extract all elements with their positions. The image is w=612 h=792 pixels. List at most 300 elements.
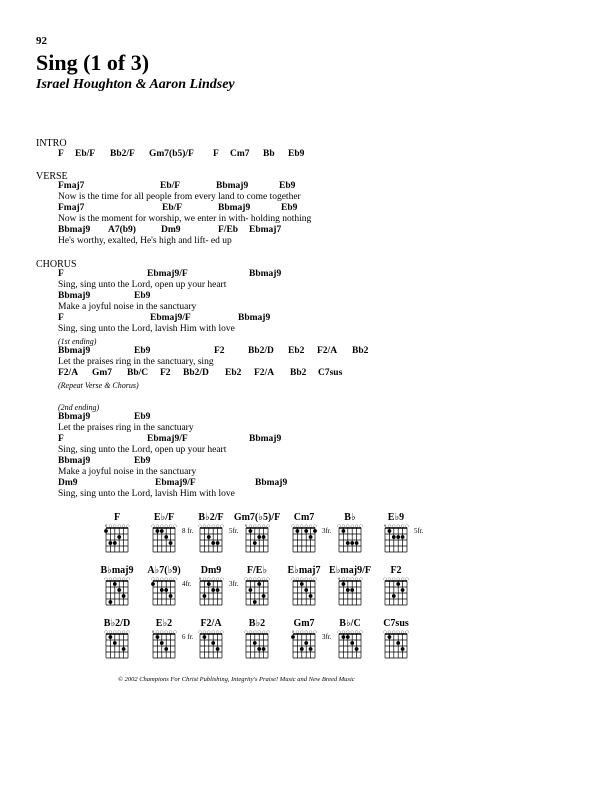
open-string-marker: ○ [211,523,215,528]
open-string-marker: ○ [164,576,168,581]
open-string-marker: ○ [160,523,164,528]
open-string-marker: ○ [202,629,207,634]
finger-dot [401,535,405,539]
lyric-line: Let the praises ring in the sanctuary [58,423,194,433]
open-string-marker: × [244,523,248,528]
open-string-marker: ○ [244,629,248,634]
finger-dot [113,541,117,545]
chord-diagram-name: F2 [390,565,402,576]
copyright-notice: © 2002 Champions For Christ Publishing, Integrity's Praise! Music and New Breed Music [118,676,355,683]
finger-dot [309,647,313,651]
open-string-marker: ○ [126,629,130,634]
finger-dot [160,588,164,592]
section-label-verse: VERSE [36,171,68,182]
open-string-marker: ○ [207,576,211,581]
finger-dot [151,582,155,586]
finger-dot [304,588,308,592]
finger-dot [262,594,266,598]
finger-dot [346,635,350,639]
section-label-chorus: CHORUS [36,259,77,270]
chord: F [58,149,64,159]
open-string-marker: ○ [248,576,253,581]
open-string-marker: ○ [113,576,117,581]
chord: Eb9 [134,412,151,422]
lyric-line: Now is the time for all people from every land to come together [58,192,301,202]
open-string-marker: ○ [220,629,224,634]
open-string-marker: ○ [359,523,363,528]
chord: Dm9 [58,478,78,488]
chord-line [0,225,612,236]
finger-dot [169,594,173,598]
finger-dot [350,588,354,592]
open-string-marker: ○ [337,629,341,634]
open-string-marker: ○ [359,629,363,634]
lyric-line: Make a joyful noise in the sanctuary [58,467,197,477]
chord-diagram-name: B♭2 [248,618,266,629]
fret-label: 6 fr. [182,633,194,641]
lyric-line: Let the praises ring in the sanctuary, sing [58,357,214,367]
lyric-line: Now is the moment for worship, we enter in with- holding nothing [58,214,312,224]
open-string-marker: ○ [341,629,346,634]
chord: Eb2 [225,368,242,378]
chord-grid [287,629,321,663]
open-string-marker: ○ [308,523,313,528]
open-string-marker: ○ [387,576,392,581]
finger-dot [304,641,308,645]
chord: Ebmaj7 [249,225,282,235]
open-string-marker: ○ [350,523,354,528]
open-string-marker: ○ [198,629,202,634]
chord-diagram-name: B♭maj9 [100,565,134,576]
chord-diagram-name: Gm7(♭5)/F [233,512,281,523]
open-string-marker: ○ [121,629,126,634]
chord: C7sus [318,368,343,378]
open-string-marker: ○ [392,576,396,581]
chord: F2/A [254,368,275,378]
lyric-line: He's worthy, exalted, He's high and lift- ed up [58,236,232,246]
open-string-marker: ○ [198,523,202,528]
chord: Bbmaj9 [249,269,282,279]
chord: Eb9 [134,346,151,356]
chord-grid [333,629,367,663]
chord-line [0,434,612,445]
open-string-marker: ○ [346,576,350,581]
open-string-marker: ○ [354,523,359,528]
finger-dot [169,541,173,545]
chord-grid [240,629,274,663]
open-string-marker: ○ [396,629,400,634]
chord: F/Eb [218,225,239,235]
chord: Ebmaj9/F [150,313,191,323]
first-ending-note: (1st ending) [58,337,97,346]
finger-dot [216,588,220,592]
open-string-marker: ○ [313,629,317,634]
chord-line [0,313,612,324]
open-string-marker: ○ [400,576,405,581]
open-string-marker: ○ [253,523,257,528]
finger-dot [300,647,304,651]
open-string-marker: ○ [387,629,392,634]
lyric-line: Sing, sing unto the Lord, open up your heart [58,280,227,290]
finger-dot [211,641,215,645]
chord: Ebmaj9/F [155,478,196,488]
open-string-marker: ○ [383,576,387,581]
chord: Bbmaj9 [58,225,91,235]
chord: F2 [214,346,225,356]
chord-grid [287,576,321,610]
chord: Eb9 [281,203,298,213]
open-string-marker: ○ [108,629,113,634]
chord-diagram [379,512,439,558]
song-title: Sing (1 of 3) [36,50,150,75]
open-string-marker: ○ [155,629,160,634]
finger-dot [309,594,313,598]
open-string-marker: ○ [126,523,130,528]
chord-diagram [379,565,439,611]
finger-dot [249,529,253,533]
finger-dot [313,529,317,533]
chord-grid [240,576,274,610]
open-string-marker: ○ [257,629,261,634]
finger-dot [346,541,350,545]
finger-dot [109,600,113,604]
page-number: 92 [36,35,47,47]
open-string-marker: ○ [117,523,121,528]
open-string-marker: ○ [121,576,126,581]
open-string-marker: ○ [108,523,113,528]
chord-diagram-name: E♭maj7 [287,565,321,576]
chord: Fmaj7 [58,203,85,213]
chord: Bb2 [352,346,369,356]
open-string-marker: ○ [300,629,304,634]
open-string-marker: ○ [300,523,304,528]
chord: Fmaj7 [58,181,85,191]
open-string-marker: ○ [313,576,317,581]
open-string-marker: ○ [341,523,346,528]
finger-dot [262,647,266,651]
chord-grid [333,523,367,557]
finger-dot [392,535,396,539]
open-string-marker: × [198,576,202,581]
chord: Bbmaj9 [238,313,271,323]
open-string-marker: ○ [164,523,168,528]
open-string-marker: ○ [304,629,308,634]
finger-dot [257,535,261,539]
open-string-marker: ○ [304,576,308,581]
open-string-marker: ○ [350,629,354,634]
chord-line [0,203,612,214]
open-string-marker: ○ [383,629,387,634]
chord: Bb2 [290,368,307,378]
chord-line [0,269,612,280]
chord: Bbmaj9 [58,346,91,356]
finger-dot [392,594,396,598]
finger-dot [156,635,160,639]
open-string-marker: ○ [173,629,177,634]
chord: Bb2/D [248,346,274,356]
finger-dot [104,529,108,533]
finger-dot [342,635,346,639]
chord-grid [194,629,228,663]
chord-diagram-name: E♭/F [153,512,175,523]
chord-grid [379,576,413,610]
open-string-marker: ○ [396,576,400,581]
open-string-marker: ○ [215,576,220,581]
chord-diagram-name: F2/A [200,618,222,629]
open-string-marker: ○ [160,629,164,634]
open-string-marker: ○ [220,576,224,581]
open-string-marker: ○ [261,523,266,528]
open-string-marker: ○ [400,523,405,528]
chord: F2/A [58,368,79,378]
chord: Eb9 [134,456,151,466]
open-string-marker: × [383,523,387,528]
fret-label: 3fr. [322,527,332,535]
fret-label: 8 fr. [182,527,194,535]
open-string-marker: ○ [244,576,248,581]
finger-dot [164,535,168,539]
chord: Ebmaj9/F [147,434,188,444]
open-string-marker: ○ [207,629,211,634]
chord-diagram-name: Cm7 [293,512,315,523]
open-string-marker: ○ [295,523,300,528]
chord: Bbmaj9 [58,456,91,466]
chord: Bbmaj9 [58,412,91,422]
chord: Bbmaj9 [58,291,91,301]
open-string-marker: ○ [295,576,300,581]
open-string-marker: ○ [173,523,177,528]
chord: Eb/F [160,181,181,191]
open-string-marker: ○ [354,629,359,634]
open-string-marker: ○ [266,576,270,581]
finger-dot [113,641,117,645]
open-string-marker: × [151,629,155,634]
open-string-marker: ○ [300,576,304,581]
open-string-marker: × [291,629,295,634]
finger-dot [296,529,300,533]
open-string-marker: ○ [117,629,121,634]
finger-dot [207,535,211,539]
finger-dot [211,541,215,545]
finger-dot [342,529,346,533]
chord: Cm7 [230,149,250,159]
finger-dot [350,641,354,645]
open-string-marker: ○ [346,523,350,528]
chord: Bbmaj9 [255,478,288,488]
chord-grid [147,576,181,610]
lyric-line: Sing, sing unto the Lord, lavish Him with love [58,489,235,499]
finger-dot [203,594,207,598]
chord: A7(b9) [108,225,136,235]
chord-grid [194,523,228,557]
open-string-marker: ○ [261,629,266,634]
chord-line [0,291,612,302]
open-string-marker: ○ [168,629,173,634]
open-string-marker: ○ [164,629,168,634]
chord-diagram-name: B♭2/D [103,618,131,629]
open-string-marker: ○ [405,523,409,528]
open-string-marker: ○ [359,576,363,581]
open-string-marker: ○ [117,576,121,581]
open-string-marker: ○ [387,523,392,528]
open-string-marker: ○ [308,576,313,581]
finger-dot [346,588,350,592]
chord: F [58,434,64,444]
chord: Bbmaj9 [218,203,251,213]
chord: Bbmaj9 [216,181,249,191]
finger-dot [211,588,215,592]
open-string-marker: ○ [257,576,261,581]
open-string-marker: ○ [313,523,317,528]
open-string-marker: ○ [202,576,207,581]
open-string-marker: ○ [248,523,253,528]
finger-dot [160,641,164,645]
chord-diagram-name: A♭7(♭9) [147,565,181,576]
finger-dot [401,588,405,592]
chord: Bb2/D [183,368,209,378]
finger-dot [355,541,359,545]
open-string-marker: ○ [291,576,295,581]
open-string-marker: ○ [405,576,409,581]
finger-dot [257,647,261,651]
finger-dot [291,635,295,639]
finger-dot [396,582,400,586]
open-string-marker: ○ [405,629,409,634]
chord: Bb2/F [110,149,135,159]
open-string-marker: ○ [113,629,117,634]
fret-label: 5fr. [229,527,239,535]
finger-dot [355,647,359,651]
chord-line [0,346,612,357]
finger-dot [207,582,211,586]
chord-grid [333,576,367,610]
chord-diagram-name: F [113,512,121,523]
open-string-marker: ○ [108,576,113,581]
chord-grid [194,576,228,610]
open-string-marker: ○ [253,629,257,634]
finger-dot [396,641,400,645]
chord-diagram-name: B♭2/F [198,512,224,523]
open-string-marker: ○ [211,629,215,634]
finger-dot [257,582,261,586]
open-string-marker: ○ [155,576,160,581]
open-string-marker: ○ [160,576,164,581]
chord: Eb/F [162,203,183,213]
section-label-intro: INTRO [36,138,67,149]
finger-dot [122,647,126,651]
second-ending-note: (2nd ending) [58,403,100,412]
finger-dot [164,647,168,651]
fret-label: 5fr. [414,527,424,535]
chord-line [0,412,612,423]
open-string-marker: ○ [202,523,207,528]
chord: F [213,149,219,159]
finger-dot [117,535,121,539]
open-string-marker: ○ [215,523,220,528]
open-string-marker: ○ [354,576,359,581]
chord-line [0,456,612,467]
open-string-marker: ○ [392,523,396,528]
chord: Bb/C [127,368,149,378]
finger-dot [109,541,113,545]
open-string-marker: ○ [350,576,354,581]
finger-dot [253,600,257,604]
chord: F [58,313,64,323]
chord-line-turnaround [0,368,612,379]
lyric-line: Sing, sing unto the Lord, lavish Him with love [58,324,235,334]
chord-diagram-name: Dm9 [200,565,222,576]
chord-diagram-name: B♭ [344,512,356,523]
finger-dot [249,588,253,592]
chord: Eb/F [75,149,96,159]
finger-dot [388,529,392,533]
finger-dot [396,535,400,539]
chord: Gm7(b5)/F [149,149,194,159]
open-string-marker: ○ [341,576,346,581]
finger-dot [216,541,220,545]
chord-diagram-name: Gm7 [293,618,315,629]
open-string-marker: ○ [257,523,261,528]
finger-dot [113,582,117,586]
chord: Dm9 [161,225,181,235]
chord: Gm7 [92,368,113,378]
chord-grid [100,629,134,663]
lyric-line: Make a joyful noise in the sanctuary [58,302,197,312]
open-string-marker: ○ [266,629,270,634]
open-string-marker: ○ [396,523,400,528]
song-authors: Israel Houghton & Aaron Lindsey [36,77,235,92]
chord-grid [240,523,274,557]
open-string-marker: ○ [155,523,160,528]
chord: F [58,269,64,279]
finger-dot [216,647,220,651]
finger-dot [300,582,304,586]
open-string-marker: ○ [248,629,253,634]
finger-dot [342,582,346,586]
chord-diagram-name: C7sus [383,618,409,629]
open-string-marker: ○ [104,629,108,634]
open-string-marker: ○ [126,576,130,581]
chord: Ebmaj9/F [147,269,188,279]
chord: Eb9 [288,149,305,159]
chord-grid [147,523,181,557]
chord-diagram-name: F/E♭ [246,565,268,576]
chord: F2/A [317,346,338,356]
chord-diagram-name: B♭/C [339,618,361,629]
finger-dot [401,647,405,651]
finger-dot [262,535,266,539]
finger-dot [109,635,113,639]
open-string-marker: ○ [220,523,224,528]
finger-dot [253,541,257,545]
chord-grid [287,523,321,557]
open-string-marker: ○ [151,576,155,581]
chord-line [0,478,612,489]
finger-dot [122,594,126,598]
chord: Eb2 [288,346,305,356]
chord-line [0,181,612,192]
open-string-marker: ○ [291,523,295,528]
open-string-marker: ○ [207,523,211,528]
chord-grid [100,523,134,557]
open-string-marker: ○ [168,523,173,528]
chord: Eb9 [134,291,151,301]
open-string-marker: ○ [168,576,173,581]
open-string-marker: ○ [173,576,177,581]
fret-label: 3fr. [322,633,332,641]
open-string-marker: × [104,523,108,528]
fret-label: 3fr. [229,580,239,588]
